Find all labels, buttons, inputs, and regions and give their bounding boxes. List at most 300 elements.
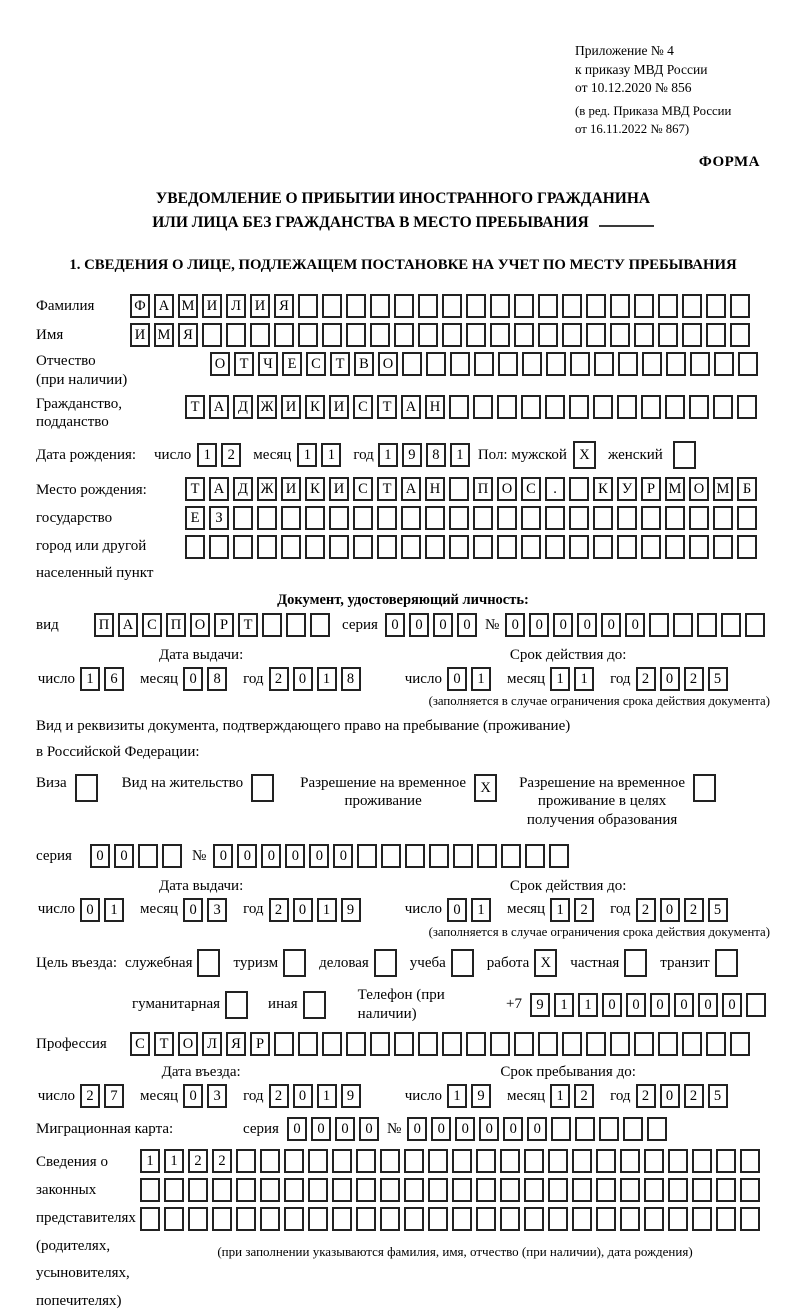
char-cell[interactable] bbox=[545, 506, 565, 530]
char-cell[interactable] bbox=[500, 1178, 520, 1202]
char-cell[interactable] bbox=[164, 1178, 184, 1202]
char-cell[interactable] bbox=[634, 323, 654, 347]
char-cell[interactable] bbox=[370, 294, 390, 318]
char-cell[interactable] bbox=[370, 1032, 390, 1056]
char-cell[interactable] bbox=[692, 1207, 712, 1231]
char-cell[interactable] bbox=[140, 1178, 160, 1202]
char-cell[interactable] bbox=[233, 535, 253, 559]
char-cell[interactable]: 8 bbox=[426, 443, 446, 467]
char-cell[interactable]: 1 bbox=[197, 443, 217, 467]
char-cell[interactable]: И bbox=[202, 294, 222, 318]
char-cell[interactable] bbox=[212, 1207, 232, 1231]
char-cell[interactable]: 0 bbox=[602, 993, 622, 1017]
char-cell[interactable] bbox=[538, 323, 558, 347]
char-cell[interactable] bbox=[716, 1178, 736, 1202]
char-cell[interactable] bbox=[545, 535, 565, 559]
char-cell[interactable] bbox=[164, 1207, 184, 1231]
char-cell[interactable] bbox=[305, 506, 325, 530]
char-cell[interactable] bbox=[497, 506, 517, 530]
char-cell[interactable] bbox=[522, 352, 542, 376]
char-cell[interactable]: О bbox=[497, 477, 517, 501]
char-cell[interactable]: 2 bbox=[684, 667, 704, 691]
char-cell[interactable]: О bbox=[378, 352, 398, 376]
char-cell[interactable] bbox=[262, 613, 282, 637]
char-cell[interactable] bbox=[682, 294, 702, 318]
char-cell[interactable] bbox=[202, 323, 222, 347]
char-cell[interactable] bbox=[546, 352, 566, 376]
char-cell[interactable] bbox=[477, 844, 497, 868]
char-cell[interactable] bbox=[737, 506, 757, 530]
char-cell[interactable]: 1 bbox=[578, 993, 598, 1017]
char-cell[interactable]: 0 bbox=[431, 1117, 451, 1141]
char-cell[interactable]: 9 bbox=[402, 443, 422, 467]
char-cell[interactable] bbox=[283, 949, 306, 977]
char-cell[interactable] bbox=[715, 949, 738, 977]
char-cell[interactable]: 0 bbox=[261, 844, 281, 868]
char-cell[interactable] bbox=[658, 294, 678, 318]
char-cell[interactable]: А bbox=[401, 395, 421, 419]
char-cell[interactable] bbox=[545, 395, 565, 419]
char-cell[interactable] bbox=[538, 1032, 558, 1056]
char-cell[interactable]: Я bbox=[178, 323, 198, 347]
char-cell[interactable] bbox=[618, 352, 638, 376]
char-cell[interactable] bbox=[428, 1149, 448, 1173]
char-cell[interactable] bbox=[623, 1117, 643, 1141]
char-cell[interactable] bbox=[476, 1149, 496, 1173]
char-cell[interactable] bbox=[500, 1149, 520, 1173]
char-cell[interactable]: Е bbox=[282, 352, 302, 376]
char-cell[interactable] bbox=[450, 352, 470, 376]
char-cell[interactable] bbox=[692, 1149, 712, 1173]
char-cell[interactable]: 2 bbox=[684, 1084, 704, 1108]
char-cell[interactable]: X bbox=[573, 441, 596, 469]
char-cell[interactable]: Т bbox=[154, 1032, 174, 1056]
char-cell[interactable]: 0 bbox=[409, 613, 429, 637]
char-cell[interactable]: 1 bbox=[317, 667, 337, 691]
char-cell[interactable] bbox=[377, 506, 397, 530]
char-cell[interactable]: 0 bbox=[650, 993, 670, 1017]
char-cell[interactable] bbox=[730, 1032, 750, 1056]
char-cell[interactable] bbox=[257, 535, 277, 559]
char-cell[interactable]: 0 bbox=[674, 993, 694, 1017]
char-cell[interactable] bbox=[286, 613, 306, 637]
char-cell[interactable]: 2 bbox=[80, 1084, 100, 1108]
char-cell[interactable]: М bbox=[154, 323, 174, 347]
char-cell[interactable] bbox=[442, 294, 462, 318]
char-cell[interactable]: 0 bbox=[626, 993, 646, 1017]
char-cell[interactable] bbox=[274, 1032, 294, 1056]
char-cell[interactable] bbox=[549, 844, 569, 868]
char-cell[interactable] bbox=[298, 323, 318, 347]
char-cell[interactable] bbox=[562, 294, 582, 318]
char-cell[interactable] bbox=[575, 1117, 595, 1141]
char-cell[interactable] bbox=[620, 1149, 640, 1173]
char-cell[interactable]: 1 bbox=[554, 993, 574, 1017]
char-cell[interactable] bbox=[426, 352, 446, 376]
char-cell[interactable] bbox=[620, 1207, 640, 1231]
char-cell[interactable]: 1 bbox=[471, 898, 491, 922]
char-cell[interactable] bbox=[402, 352, 422, 376]
char-cell[interactable] bbox=[721, 613, 741, 637]
char-cell[interactable]: 8 bbox=[207, 667, 227, 691]
char-cell[interactable]: 0 bbox=[455, 1117, 475, 1141]
char-cell[interactable] bbox=[284, 1149, 304, 1173]
char-cell[interactable] bbox=[449, 477, 469, 501]
char-cell[interactable] bbox=[713, 506, 733, 530]
char-cell[interactable]: 2 bbox=[636, 1084, 656, 1108]
char-cell[interactable]: В bbox=[354, 352, 374, 376]
char-cell[interactable] bbox=[593, 535, 613, 559]
char-cell[interactable] bbox=[593, 395, 613, 419]
char-cell[interactable] bbox=[569, 506, 589, 530]
char-cell[interactable] bbox=[668, 1178, 688, 1202]
char-cell[interactable]: 6 bbox=[104, 667, 124, 691]
char-cell[interactable]: Л bbox=[202, 1032, 222, 1056]
char-cell[interactable] bbox=[332, 1149, 352, 1173]
char-cell[interactable]: Р bbox=[214, 613, 234, 637]
char-cell[interactable]: П bbox=[473, 477, 493, 501]
char-cell[interactable]: 0 bbox=[385, 613, 405, 637]
char-cell[interactable] bbox=[188, 1207, 208, 1231]
char-cell[interactable] bbox=[617, 395, 637, 419]
char-cell[interactable] bbox=[738, 352, 758, 376]
char-cell[interactable]: X bbox=[474, 774, 497, 802]
char-cell[interactable] bbox=[140, 1207, 160, 1231]
char-cell[interactable]: 0 bbox=[503, 1117, 523, 1141]
char-cell[interactable]: 3 bbox=[207, 1084, 227, 1108]
char-cell[interactable] bbox=[490, 1032, 510, 1056]
char-cell[interactable] bbox=[332, 1178, 352, 1202]
char-cell[interactable] bbox=[274, 323, 294, 347]
char-cell[interactable]: 9 bbox=[471, 1084, 491, 1108]
char-cell[interactable]: 0 bbox=[553, 613, 573, 637]
char-cell[interactable]: 0 bbox=[183, 667, 203, 691]
char-cell[interactable] bbox=[569, 477, 589, 501]
char-cell[interactable]: 1 bbox=[104, 898, 124, 922]
char-cell[interactable] bbox=[209, 535, 229, 559]
char-cell[interactable]: 1 bbox=[550, 1084, 570, 1108]
char-cell[interactable] bbox=[449, 506, 469, 530]
char-cell[interactable]: 0 bbox=[80, 898, 100, 922]
char-cell[interactable]: З bbox=[209, 506, 229, 530]
char-cell[interactable]: 0 bbox=[237, 844, 257, 868]
char-cell[interactable] bbox=[682, 1032, 702, 1056]
char-cell[interactable]: Т bbox=[234, 352, 254, 376]
char-cell[interactable] bbox=[476, 1207, 496, 1231]
char-cell[interactable] bbox=[689, 535, 709, 559]
char-cell[interactable] bbox=[740, 1207, 760, 1231]
char-cell[interactable] bbox=[673, 441, 696, 469]
char-cell[interactable] bbox=[490, 323, 510, 347]
char-cell[interactable]: 2 bbox=[269, 1084, 289, 1108]
char-cell[interactable]: 0 bbox=[293, 898, 313, 922]
char-cell[interactable] bbox=[452, 1178, 472, 1202]
char-cell[interactable] bbox=[381, 844, 401, 868]
char-cell[interactable]: 2 bbox=[574, 898, 594, 922]
char-cell[interactable] bbox=[524, 1149, 544, 1173]
char-cell[interactable] bbox=[551, 1117, 571, 1141]
char-cell[interactable] bbox=[185, 535, 205, 559]
char-cell[interactable]: 9 bbox=[530, 993, 550, 1017]
char-cell[interactable]: 9 bbox=[341, 898, 361, 922]
char-cell[interactable]: С bbox=[306, 352, 326, 376]
char-cell[interactable]: П bbox=[166, 613, 186, 637]
char-cell[interactable]: А bbox=[209, 477, 229, 501]
char-cell[interactable] bbox=[593, 506, 613, 530]
char-cell[interactable] bbox=[452, 1149, 472, 1173]
char-cell[interactable] bbox=[658, 1032, 678, 1056]
char-cell[interactable] bbox=[308, 1178, 328, 1202]
char-cell[interactable] bbox=[332, 1207, 352, 1231]
char-cell[interactable]: М bbox=[713, 477, 733, 501]
char-cell[interactable] bbox=[380, 1178, 400, 1202]
char-cell[interactable] bbox=[449, 395, 469, 419]
char-cell[interactable] bbox=[476, 1178, 496, 1202]
char-cell[interactable] bbox=[162, 844, 182, 868]
char-cell[interactable]: 0 bbox=[479, 1117, 499, 1141]
char-cell[interactable] bbox=[548, 1149, 568, 1173]
char-cell[interactable]: К bbox=[593, 477, 613, 501]
char-cell[interactable] bbox=[572, 1207, 592, 1231]
char-cell[interactable] bbox=[665, 506, 685, 530]
char-cell[interactable]: 0 bbox=[527, 1117, 547, 1141]
char-cell[interactable] bbox=[697, 613, 717, 637]
char-cell[interactable]: 2 bbox=[636, 898, 656, 922]
char-cell[interactable] bbox=[745, 613, 765, 637]
char-cell[interactable] bbox=[251, 774, 274, 802]
char-cell[interactable] bbox=[473, 506, 493, 530]
char-cell[interactable] bbox=[617, 506, 637, 530]
char-cell[interactable]: Ж bbox=[257, 395, 277, 419]
char-cell[interactable] bbox=[716, 1207, 736, 1231]
char-cell[interactable] bbox=[357, 844, 377, 868]
char-cell[interactable] bbox=[706, 294, 726, 318]
char-cell[interactable]: Ф bbox=[130, 294, 150, 318]
char-cell[interactable] bbox=[498, 352, 518, 376]
char-cell[interactable] bbox=[562, 323, 582, 347]
char-cell[interactable] bbox=[746, 993, 766, 1017]
char-cell[interactable]: 5 bbox=[708, 898, 728, 922]
char-cell[interactable] bbox=[474, 352, 494, 376]
char-cell[interactable] bbox=[452, 1207, 472, 1231]
char-cell[interactable] bbox=[188, 1178, 208, 1202]
char-cell[interactable] bbox=[644, 1149, 664, 1173]
char-cell[interactable] bbox=[693, 774, 716, 802]
char-cell[interactable]: 1 bbox=[297, 443, 317, 467]
char-cell[interactable]: 0 bbox=[601, 613, 621, 637]
char-cell[interactable] bbox=[641, 535, 661, 559]
char-cell[interactable] bbox=[257, 506, 277, 530]
char-cell[interactable] bbox=[233, 506, 253, 530]
char-cell[interactable] bbox=[514, 1032, 534, 1056]
char-cell[interactable] bbox=[394, 323, 414, 347]
char-cell[interactable] bbox=[737, 395, 757, 419]
char-cell[interactable] bbox=[572, 1178, 592, 1202]
char-cell[interactable] bbox=[596, 1149, 616, 1173]
char-cell[interactable]: 1 bbox=[550, 667, 570, 691]
char-cell[interactable] bbox=[570, 352, 590, 376]
char-cell[interactable] bbox=[706, 323, 726, 347]
char-cell[interactable] bbox=[668, 1207, 688, 1231]
char-cell[interactable]: Я bbox=[274, 294, 294, 318]
char-cell[interactable] bbox=[514, 323, 534, 347]
char-cell[interactable]: 0 bbox=[505, 613, 525, 637]
char-cell[interactable] bbox=[521, 506, 541, 530]
char-cell[interactable]: П bbox=[94, 613, 114, 637]
char-cell[interactable] bbox=[322, 294, 342, 318]
char-cell[interactable] bbox=[647, 1117, 667, 1141]
char-cell[interactable] bbox=[617, 535, 637, 559]
char-cell[interactable]: 0 bbox=[722, 993, 742, 1017]
char-cell[interactable]: А bbox=[154, 294, 174, 318]
char-cell[interactable]: 2 bbox=[684, 898, 704, 922]
char-cell[interactable] bbox=[370, 323, 390, 347]
char-cell[interactable]: Л bbox=[226, 294, 246, 318]
char-cell[interactable] bbox=[225, 991, 248, 1019]
char-cell[interactable] bbox=[740, 1149, 760, 1173]
char-cell[interactable] bbox=[404, 1178, 424, 1202]
char-cell[interactable]: И bbox=[329, 395, 349, 419]
char-cell[interactable]: 2 bbox=[574, 1084, 594, 1108]
char-cell[interactable] bbox=[658, 323, 678, 347]
char-cell[interactable] bbox=[706, 1032, 726, 1056]
char-cell[interactable] bbox=[596, 1207, 616, 1231]
char-cell[interactable]: 0 bbox=[293, 1084, 313, 1108]
char-cell[interactable]: 0 bbox=[660, 898, 680, 922]
char-cell[interactable]: С bbox=[130, 1032, 150, 1056]
char-cell[interactable]: . bbox=[545, 477, 565, 501]
char-cell[interactable] bbox=[356, 1207, 376, 1231]
char-cell[interactable] bbox=[740, 1178, 760, 1202]
char-cell[interactable]: Н bbox=[425, 395, 445, 419]
char-cell[interactable] bbox=[356, 1178, 376, 1202]
char-cell[interactable] bbox=[501, 844, 521, 868]
char-cell[interactable] bbox=[404, 1149, 424, 1173]
char-cell[interactable]: 0 bbox=[660, 667, 680, 691]
char-cell[interactable]: 1 bbox=[471, 667, 491, 691]
char-cell[interactable] bbox=[692, 1178, 712, 1202]
char-cell[interactable] bbox=[405, 844, 425, 868]
char-cell[interactable] bbox=[569, 395, 589, 419]
char-cell[interactable]: 0 bbox=[447, 667, 467, 691]
char-cell[interactable] bbox=[666, 352, 686, 376]
char-cell[interactable] bbox=[562, 1032, 582, 1056]
char-cell[interactable] bbox=[281, 506, 301, 530]
char-cell[interactable]: 0 bbox=[114, 844, 134, 868]
char-cell[interactable]: 3 bbox=[207, 898, 227, 922]
char-cell[interactable]: 8 bbox=[341, 667, 361, 691]
char-cell[interactable]: А bbox=[118, 613, 138, 637]
char-cell[interactable]: 0 bbox=[457, 613, 477, 637]
char-cell[interactable] bbox=[353, 535, 373, 559]
char-cell[interactable] bbox=[451, 949, 474, 977]
char-cell[interactable] bbox=[473, 535, 493, 559]
char-cell[interactable] bbox=[525, 844, 545, 868]
char-cell[interactable]: 1 bbox=[574, 667, 594, 691]
char-cell[interactable] bbox=[689, 506, 709, 530]
char-cell[interactable] bbox=[521, 535, 541, 559]
char-cell[interactable]: 0 bbox=[335, 1117, 355, 1141]
char-cell[interactable]: И bbox=[130, 323, 150, 347]
char-cell[interactable] bbox=[377, 535, 397, 559]
char-cell[interactable] bbox=[329, 535, 349, 559]
char-cell[interactable] bbox=[404, 1207, 424, 1231]
char-cell[interactable] bbox=[260, 1178, 280, 1202]
char-cell[interactable]: О bbox=[178, 1032, 198, 1056]
char-cell[interactable]: 1 bbox=[164, 1149, 184, 1173]
char-cell[interactable]: И bbox=[281, 477, 301, 501]
char-cell[interactable]: 0 bbox=[698, 993, 718, 1017]
char-cell[interactable] bbox=[497, 395, 517, 419]
char-cell[interactable] bbox=[303, 991, 326, 1019]
char-cell[interactable] bbox=[322, 1032, 342, 1056]
char-cell[interactable]: 0 bbox=[625, 613, 645, 637]
char-cell[interactable]: 1 bbox=[447, 1084, 467, 1108]
char-cell[interactable]: Ч bbox=[258, 352, 278, 376]
char-cell[interactable]: Т bbox=[238, 613, 258, 637]
char-cell[interactable] bbox=[594, 352, 614, 376]
char-cell[interactable]: И bbox=[281, 395, 301, 419]
char-cell[interactable]: Д bbox=[233, 395, 253, 419]
char-cell[interactable] bbox=[308, 1207, 328, 1231]
char-cell[interactable] bbox=[634, 1032, 654, 1056]
char-cell[interactable] bbox=[521, 395, 541, 419]
char-cell[interactable] bbox=[260, 1149, 280, 1173]
char-cell[interactable]: 0 bbox=[529, 613, 549, 637]
char-cell[interactable] bbox=[284, 1178, 304, 1202]
char-cell[interactable] bbox=[634, 294, 654, 318]
char-cell[interactable] bbox=[418, 1032, 438, 1056]
char-cell[interactable] bbox=[374, 949, 397, 977]
char-cell[interactable]: 1 bbox=[317, 898, 337, 922]
char-cell[interactable]: Н bbox=[425, 477, 445, 501]
char-cell[interactable] bbox=[586, 294, 606, 318]
char-cell[interactable]: 0 bbox=[90, 844, 110, 868]
char-cell[interactable]: 1 bbox=[378, 443, 398, 467]
char-cell[interactable]: 2 bbox=[269, 898, 289, 922]
char-cell[interactable]: 0 bbox=[287, 1117, 307, 1141]
char-cell[interactable] bbox=[442, 323, 462, 347]
char-cell[interactable] bbox=[620, 1178, 640, 1202]
char-cell[interactable]: К bbox=[305, 395, 325, 419]
char-cell[interactable] bbox=[305, 535, 325, 559]
char-cell[interactable]: 1 bbox=[140, 1149, 160, 1173]
char-cell[interactable] bbox=[394, 294, 414, 318]
char-cell[interactable] bbox=[610, 323, 630, 347]
char-cell[interactable]: 2 bbox=[188, 1149, 208, 1173]
char-cell[interactable] bbox=[644, 1207, 664, 1231]
char-cell[interactable]: Д bbox=[233, 477, 253, 501]
char-cell[interactable] bbox=[641, 506, 661, 530]
char-cell[interactable]: 0 bbox=[183, 898, 203, 922]
char-cell[interactable] bbox=[644, 1178, 664, 1202]
char-cell[interactable]: Т bbox=[330, 352, 350, 376]
char-cell[interactable]: 1 bbox=[80, 667, 100, 691]
char-cell[interactable] bbox=[524, 1207, 544, 1231]
char-cell[interactable]: 2 bbox=[636, 667, 656, 691]
char-cell[interactable]: А bbox=[401, 477, 421, 501]
char-cell[interactable] bbox=[428, 1207, 448, 1231]
char-cell[interactable] bbox=[418, 323, 438, 347]
char-cell[interactable] bbox=[524, 1178, 544, 1202]
char-cell[interactable]: 0 bbox=[577, 613, 597, 637]
char-cell[interactable]: X bbox=[534, 949, 557, 977]
char-cell[interactable] bbox=[538, 294, 558, 318]
char-cell[interactable]: 0 bbox=[293, 667, 313, 691]
char-cell[interactable] bbox=[548, 1178, 568, 1202]
char-cell[interactable] bbox=[380, 1149, 400, 1173]
char-cell[interactable] bbox=[418, 294, 438, 318]
